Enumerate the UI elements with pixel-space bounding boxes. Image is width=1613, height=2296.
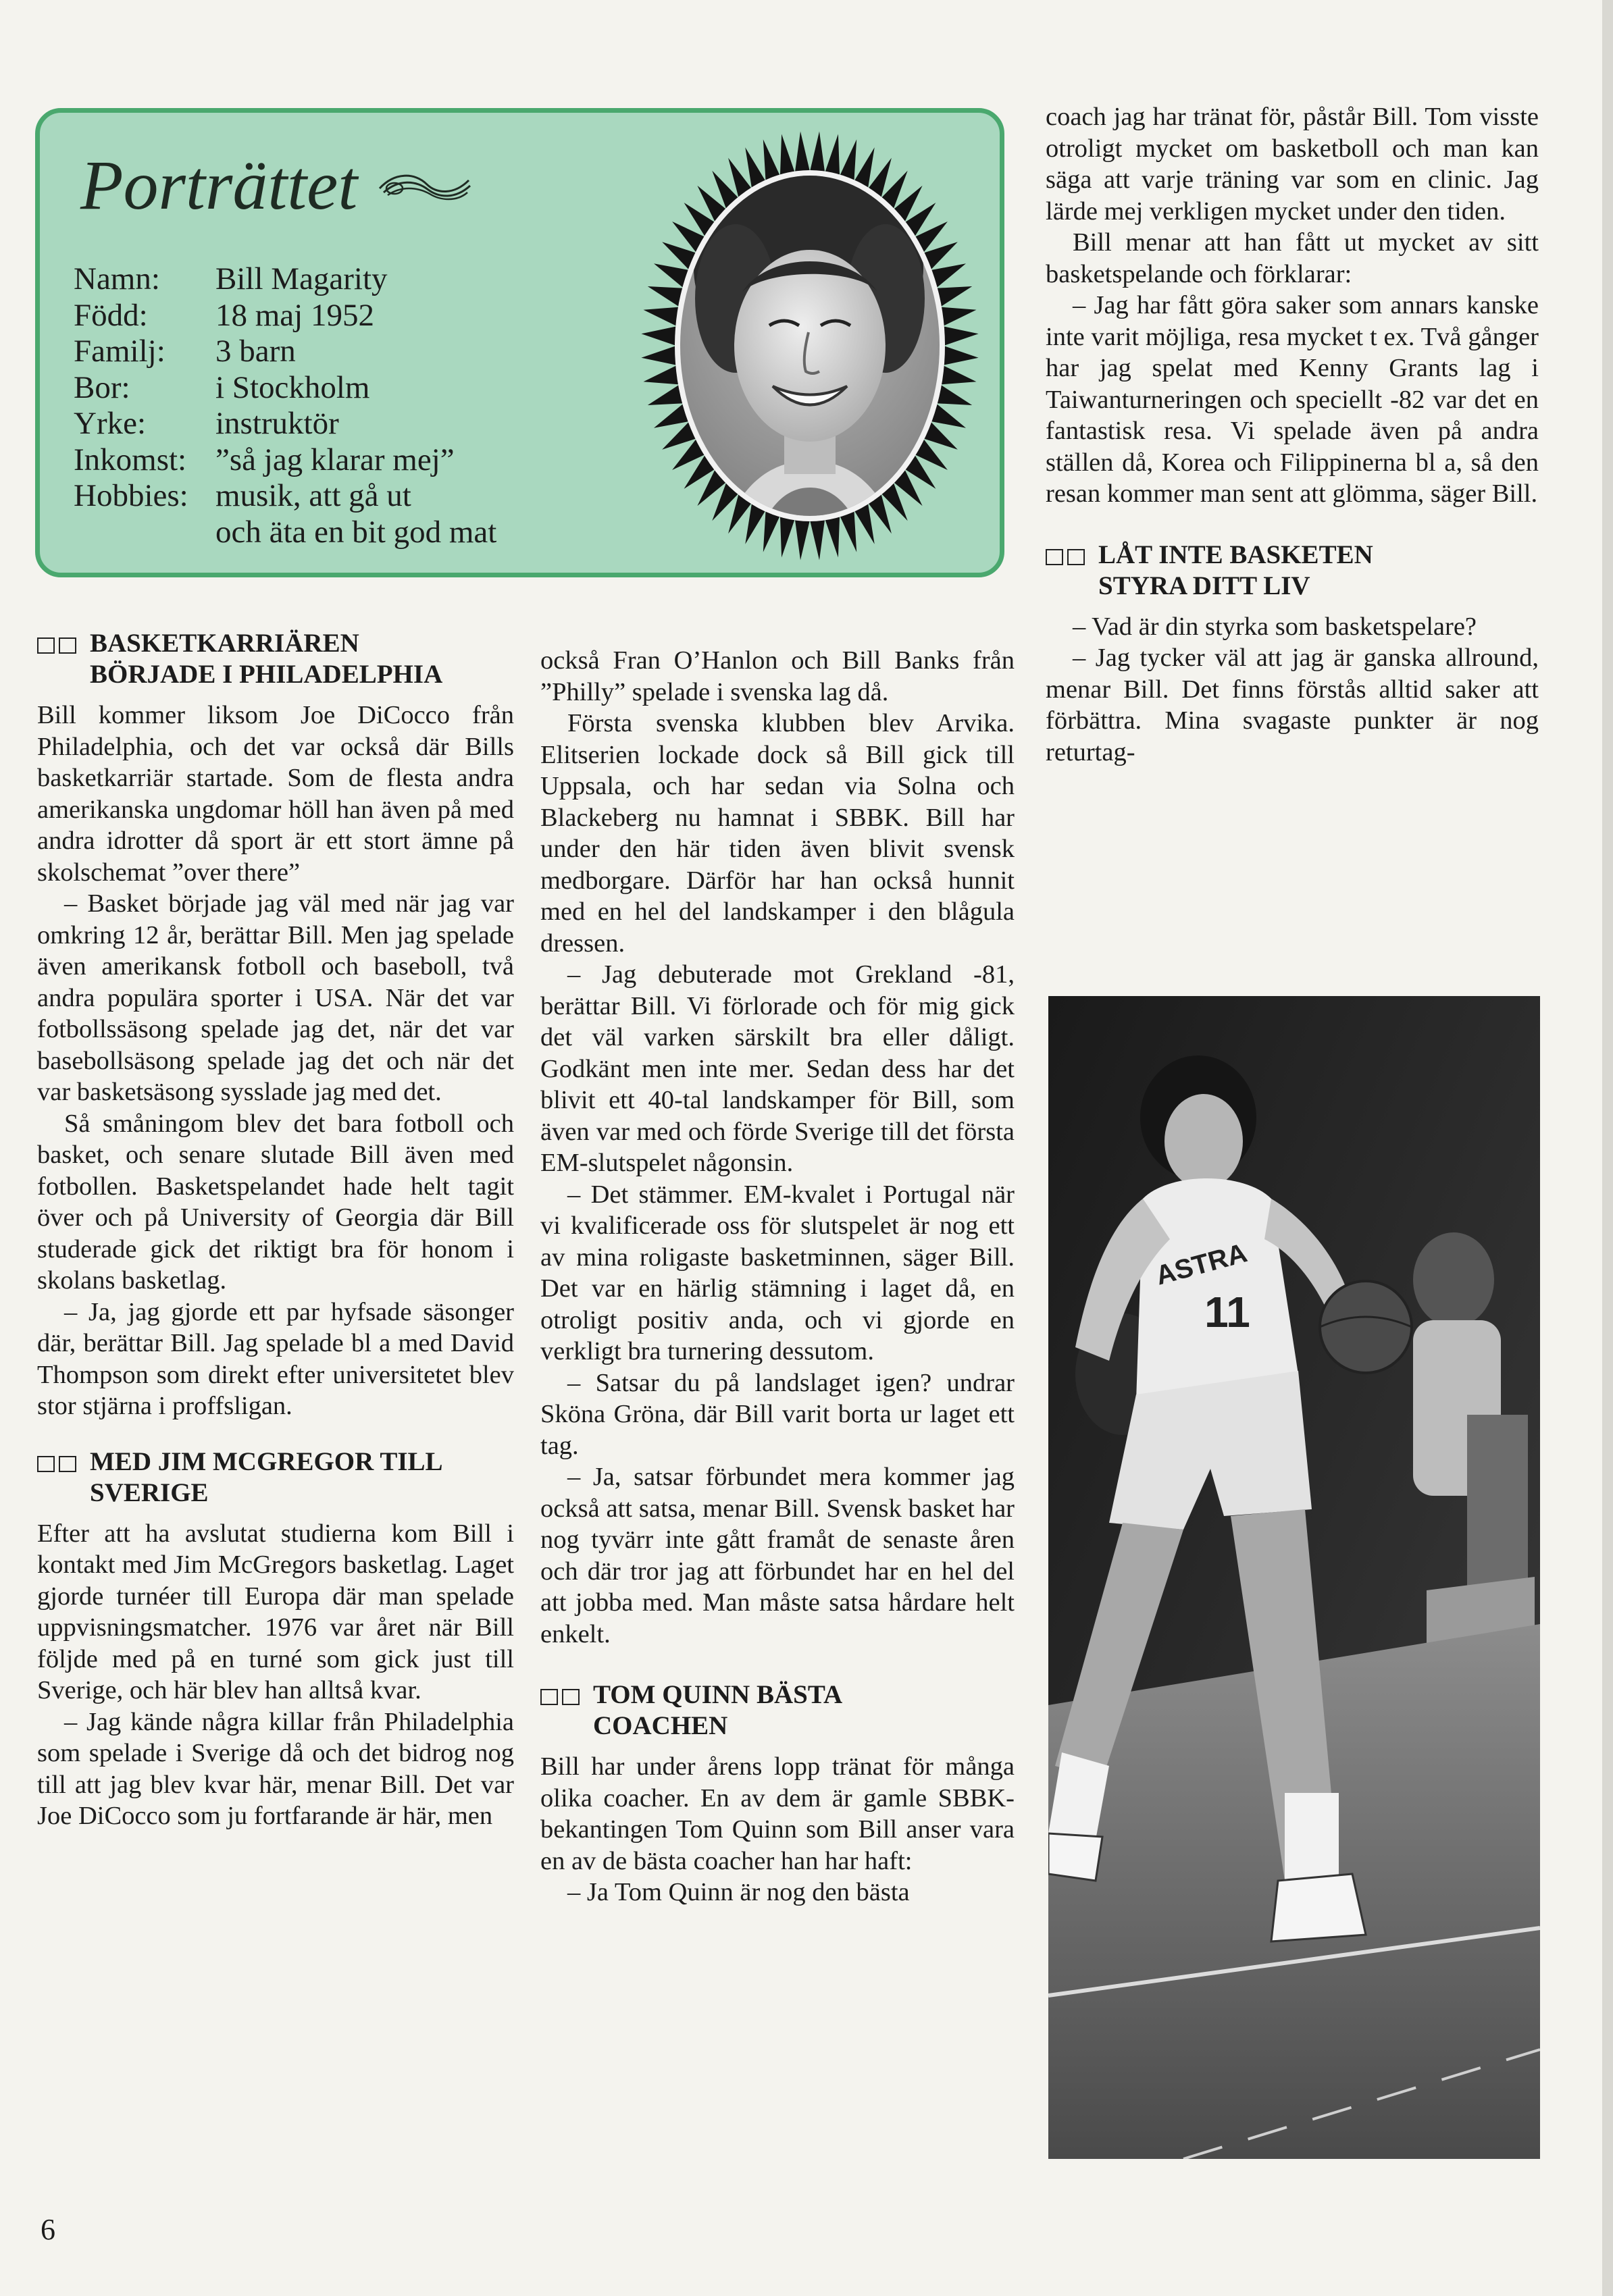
fact-value: musik, att gå ut xyxy=(215,478,411,513)
page-number: 6 xyxy=(41,2213,55,2246)
paragraph: Så småningom blev det bara fotboll och basket, och senare slutade Bill även med fotbollen. Basketspelandet hade helt tagit över och på University of Georgia där Bill studerade gick det riktigt bra för honom i skolans basketlag. xyxy=(37,1109,514,1295)
fact-value: instruktör xyxy=(215,406,339,441)
fact-value: 18 maj 1952 xyxy=(215,297,374,333)
heading-line: BASKETKARRIÄREN xyxy=(90,629,359,658)
fact-label: Född: xyxy=(74,297,148,333)
fact-label: Namn: xyxy=(74,261,160,296)
section-heading xyxy=(37,1446,514,1509)
paragraph: också Fran O’Hanlon och Bill Banks från ”Philly” spelade i svenska lag då. xyxy=(540,646,1015,706)
heading-boxes-icon xyxy=(1046,549,1085,565)
jersey-number: 11 xyxy=(1204,1288,1250,1336)
fact-label: Bor: xyxy=(74,369,130,405)
text-column-1 xyxy=(37,628,514,1832)
paragraph: – Jag har fått göra saker som annars kanske inte varit möjliga, resa mycket t ex. Två gånger har jag spelat med Kenny Grants lag i Taiwanturneringen och speciellt -82 var det en fantastisk resa. Vi spelade även på andra ställen då, Korea och Filippinerna bl a, så den resan kommer man sent att glömma, säger Bill. xyxy=(1046,291,1539,508)
paragraph: – Jag kände några killar från Philadelphia som spelade i Sverige då och det bidrog nog till att jag blev kvar här, menar Bill. Det var Joe DiCocco som ju fortfarande är här, men xyxy=(37,1707,514,1830)
paragraph: Bill kommer liksom Joe DiCocco från Philadelphia, och det var också där Bills basketkarriär startade. Som de flesta andra amerikanska ungdomar höll han även på med andra idrotter då sport är ett stort ämne på skolschemat ”over there” xyxy=(37,701,514,887)
heading-boxes-icon xyxy=(37,1456,76,1472)
jersey-text: ASTRA xyxy=(1152,1238,1250,1291)
fact-value: Bill Magarity xyxy=(215,261,388,296)
text-column-3 xyxy=(1046,101,1539,768)
heading-line: LÅT INTE BASKETEN xyxy=(1098,540,1373,569)
heading-boxes-icon xyxy=(540,1689,580,1705)
section-heading xyxy=(1046,540,1539,602)
paragraph: – Det stämmer. EM-kvalet i Portugal när vi kvalificerade oss för slutspelet är nog ett av mina roligaste basketminnen, säger Bill. Det var en härlig stämning i laget då, en otroligt positiv anda, och vi gjorde en verkligt bra turnering dessutom. xyxy=(540,1180,1015,1365)
heading-line: BÖRJADE I PHILADELPHIA xyxy=(90,660,443,689)
heading-line: TOM QUINN BÄSTA xyxy=(593,1680,843,1709)
ornament-icon xyxy=(374,165,476,206)
paragraph: – Ja, jag gjorde ett par hyfsade säsonger där, berättar Bill. Jag spelade bl a med David Thompson som direkt efter universitetet blev stor stjärna i proffsligan. xyxy=(37,1297,514,1420)
heading-line: STYRA DITT LIV xyxy=(1098,571,1310,600)
fact-label: Inkomst: xyxy=(74,442,187,477)
paragraph: Efter att ha avslutat studierna kom Bill i kontakt med Jim McGregors basketlag. Laget gjorde turnéer till Europa där man spelade uppvisningsmatcher. 1976 var året när Bill följde med på en turné som gick just till Sverige, och här blev han alltså kvar. xyxy=(37,1519,514,1704)
paragraph: – Jag tycker väl att jag är ganska allround, menar Bill. Det finns förstås alltid saker att förbättra. Mina svagaste punkter är nog returtag- xyxy=(1046,644,1539,766)
heading-line: MED JIM MCGREGOR TILL xyxy=(90,1446,443,1476)
fact-value: i Stockholm xyxy=(215,369,370,405)
paragraph: – Ja Tom Quinn är nog den bästa xyxy=(567,1878,910,1906)
action-photo xyxy=(1048,996,1540,2159)
profile-box xyxy=(35,108,1004,577)
profile-title: Porträttet xyxy=(80,147,358,224)
paragraph: – Satsar du på landslaget igen? undrar Sköna Gröna, där Bill varit borta ur laget ett tag. xyxy=(540,1368,1015,1460)
paragraph: Bill menar att han fått ut mycket av sitt basketspelande och förklarar: xyxy=(1046,228,1539,288)
paragraph: coach jag har tränat för, påstår Bill. Tom visste otroligt mycket om basketboll och man kan säga att varje träning var som en clinic. Jag lärde mej verkligen mycket under den tiden. xyxy=(1046,103,1539,226)
fact-value: ”så jag klarar mej” xyxy=(215,442,455,477)
heading-line: SVERIGE xyxy=(90,1478,209,1507)
paragraph: – Jag debuterade mot Grekland -81, berättar Bill. Vi förlorade och för mig gick det väl varken särskilt bra eller dåligt. Godkänt men inte mer. Sedan dess har det blivit ett 40-tal landskamper för Bill, som även var med och förde Sverige till det första EM-slutspelet någonsin. xyxy=(540,960,1015,1177)
fact-label: Familj: xyxy=(74,334,165,369)
fact-label: Hobbies: xyxy=(74,478,188,513)
heading-boxes-icon xyxy=(37,637,76,654)
fact-value: 3 barn xyxy=(215,334,296,369)
portrait-photo xyxy=(634,123,985,569)
paragraph: – Ja, satsar förbundet mera kommer jag också att satsa, menar Bill. Svensk basket har nog tyvärr inte gått framåt de senaste åren och där tror jag att förbundet har en hel del att jobba med. Man måste satsa hårdare helt enkelt. xyxy=(540,1463,1015,1648)
heading-line: COACHEN xyxy=(593,1711,728,1740)
paragraph: – Basket började jag väl med när jag var omkring 12 år, berättar Bill. Men jag spelade även amerikansk fotboll och baseboll, två andra populära sporter i USA. När det var fotbollssäsong spelade jag det, när det var basebollsäsong spelade jag det och när det var basketsäsong sysslade jag med det. xyxy=(37,889,514,1106)
section-heading xyxy=(37,628,514,690)
paragraph: Första svenska klubben blev Arvika. Elitserien lockade dock så Bill gick till Uppsala, och har sedan via Solna och Blackeberg nu hamnat i SBBK. Bill har under den här tiden även blivit svensk medborgare. Därför har han också hunnit med en hel del landskamper i den blågula dressen. xyxy=(540,709,1015,958)
section-heading xyxy=(540,1679,1015,1742)
paragraph: – Vad är din styrka som basketspelare? xyxy=(1073,612,1477,641)
text-column-2 xyxy=(540,645,1015,1908)
fact-value: och äta en bit god mat xyxy=(215,514,497,550)
paragraph: Bill har under årens lopp tränat för många olika coacher. En av dem är gamle SBBK-bekantingen Tom Quinn som Bill anser vara en av de bästa coacher han har haft: xyxy=(540,1752,1015,1875)
fact-label: Yrke: xyxy=(74,406,147,441)
